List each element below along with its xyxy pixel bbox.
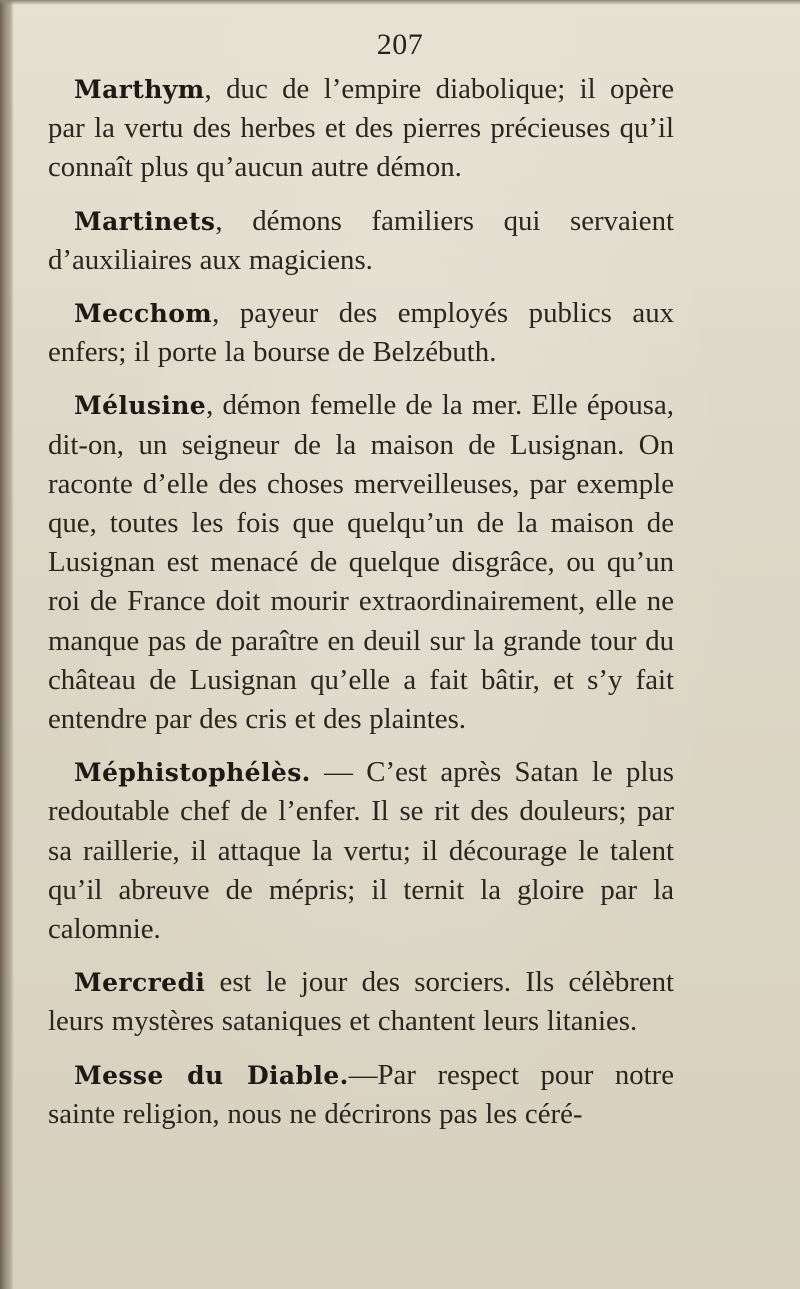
entry-mephistopheles [48,753,674,949]
entry-body: , payeur des employés publics aux enfers; il porte la bourse de Belzébuth. [48,297,674,369]
top-edge-shadow [0,0,800,5]
binding-edge-shadow [0,0,14,1289]
page-number: 207 [376,28,424,61]
entry-mercredi [48,963,674,1041]
entry-term: Mélusine [74,391,207,421]
entry-body: —Par respect pour notre sainte religion, nous ne décrirons pas les céré- [48,1058,675,1130]
entry-body: est le jour des sorciers. Ils célèbrent leurs mystères sataniques et chantent leurs litanies. [48,966,674,1038]
entry-martinets [48,202,674,280]
entry-marthym [48,70,674,188]
entry-term: Méphistophélès. [74,758,311,788]
entry-body: — C’est après Satan le plus redoutable chef de l’enfer. Il se rit des douleurs; par sa raillerie, il attaque la vertu; il décourage le talent qu’il abreuve de mépris; il ternit la gloire par la calomnie. [48,756,674,946]
dictionary-text-block [48,70,674,1148]
entry-term: Mecchom [74,299,213,329]
entry-term: Messe du Diable. [74,1060,349,1090]
entry-term: Martinets [74,206,216,236]
entry-melusine [48,386,674,739]
entry-mecchom [48,294,674,372]
entry-term: Mercredi [74,968,206,998]
entry-term: Marthym [74,75,205,104]
entry-body: , duc de l’empire diabolique; il opère par la vertu des herbes et des pierres précieuses qu’il connaît plus qu’aucun autre démon. [48,73,674,184]
entry-messe-du-diable [48,1056,674,1134]
entry-body: , démon femelle de la mer. Elle épousa, dit-on, un seigneur de la maison de Lusignan. On raconte d’elle des choses merveilleuses, par exemple que, toutes les fois que quelqu’un de la maison de Lusignan est menacé de quelque disgrâce, ou qu’un roi de France doit mourir extraordinairement, elle ne manque pas de paraître en deuil sur la grande tour du château de Lusignan qu’elle a fait bâtir, et s’y fait entendre par des cris et des plaintes. [48,389,674,736]
entry-body: , démons familiers qui servaient d’auxiliaires aux magiciens. [48,204,674,276]
